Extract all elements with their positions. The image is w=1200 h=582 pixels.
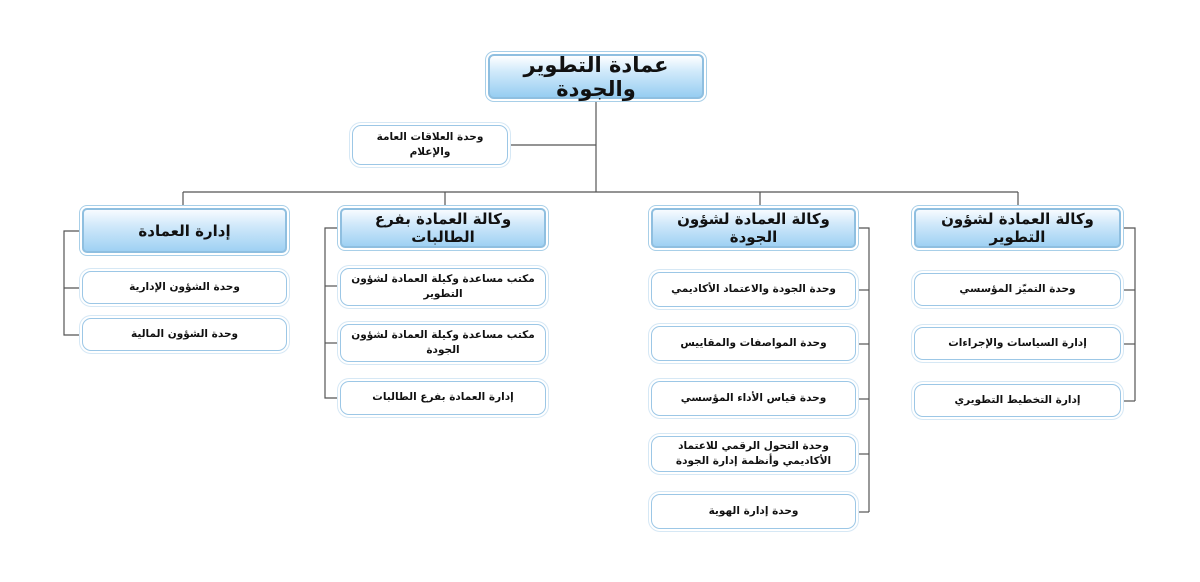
development-item-label: إدارة السياسات والإجراءات (948, 336, 1087, 349)
development-item (914, 384, 1121, 417)
quality-item-label: وحدة التحول الرقمي للاعتماد الأكاديمي وأنظمة إدارة الجودة (675, 439, 832, 467)
quality-agency-node (651, 208, 856, 248)
female-branch-item (340, 324, 546, 362)
female-branch-item (340, 381, 546, 415)
administration-item-label: وحدة الشؤون المالية (130, 327, 239, 340)
development-item (914, 327, 1121, 360)
development-item-label: إدارة التخطيط التطويري (954, 393, 1081, 406)
quality-item (651, 381, 856, 416)
quality-item-label: وحدة قياس الأداء المؤسسي (680, 391, 827, 404)
development-item-label: وحدة التميّز المؤسسي (959, 282, 1076, 295)
administration-item-label: وحدة الشؤون الإدارية (129, 280, 240, 293)
female-branch-item-label: إدارة العمادة بفرع الطالبات (372, 391, 514, 404)
quality-item-label: وحدة المواصفات والمقاييس (680, 336, 827, 349)
quality-agency-title: وكالة العمادة لشؤون الجودة (677, 210, 830, 246)
root-title: عمادة التطوير والجودة (523, 52, 669, 101)
development-agency-node (914, 208, 1121, 248)
development-item (914, 273, 1121, 306)
quality-item (651, 494, 856, 529)
quality-item (651, 272, 856, 307)
quality-item (651, 326, 856, 361)
quality-item-label: وحدة الجودة والاعتماد الأكاديمي (671, 282, 836, 295)
female-branch-agency-node (340, 208, 546, 248)
administration-node (82, 208, 287, 253)
quality-item-label: وحدة إدارة الهوية (708, 504, 799, 517)
public-relations-unit (352, 125, 508, 165)
quality-item (651, 436, 856, 472)
public-relations-label: وحدة العلاقات العامة والإعلام (376, 130, 484, 158)
root-node (488, 54, 704, 99)
female-branch-item (340, 268, 546, 306)
female-branch-agency-title: وكالة العمادة بفرع الطالبات (374, 210, 512, 246)
development-agency-title: وكالة العمادة لشؤون التطوير (941, 210, 1094, 246)
female-branch-item-label: مكتب مساعدة وكيلة العمادة لشؤون الجودة (351, 328, 535, 356)
administration-title: إدارة العمادة (138, 221, 231, 240)
female-branch-item-label: مكتب مساعدة وكيلة العمادة لشؤون التطوير (351, 272, 535, 300)
administration-item (82, 318, 287, 351)
administration-item (82, 271, 287, 304)
